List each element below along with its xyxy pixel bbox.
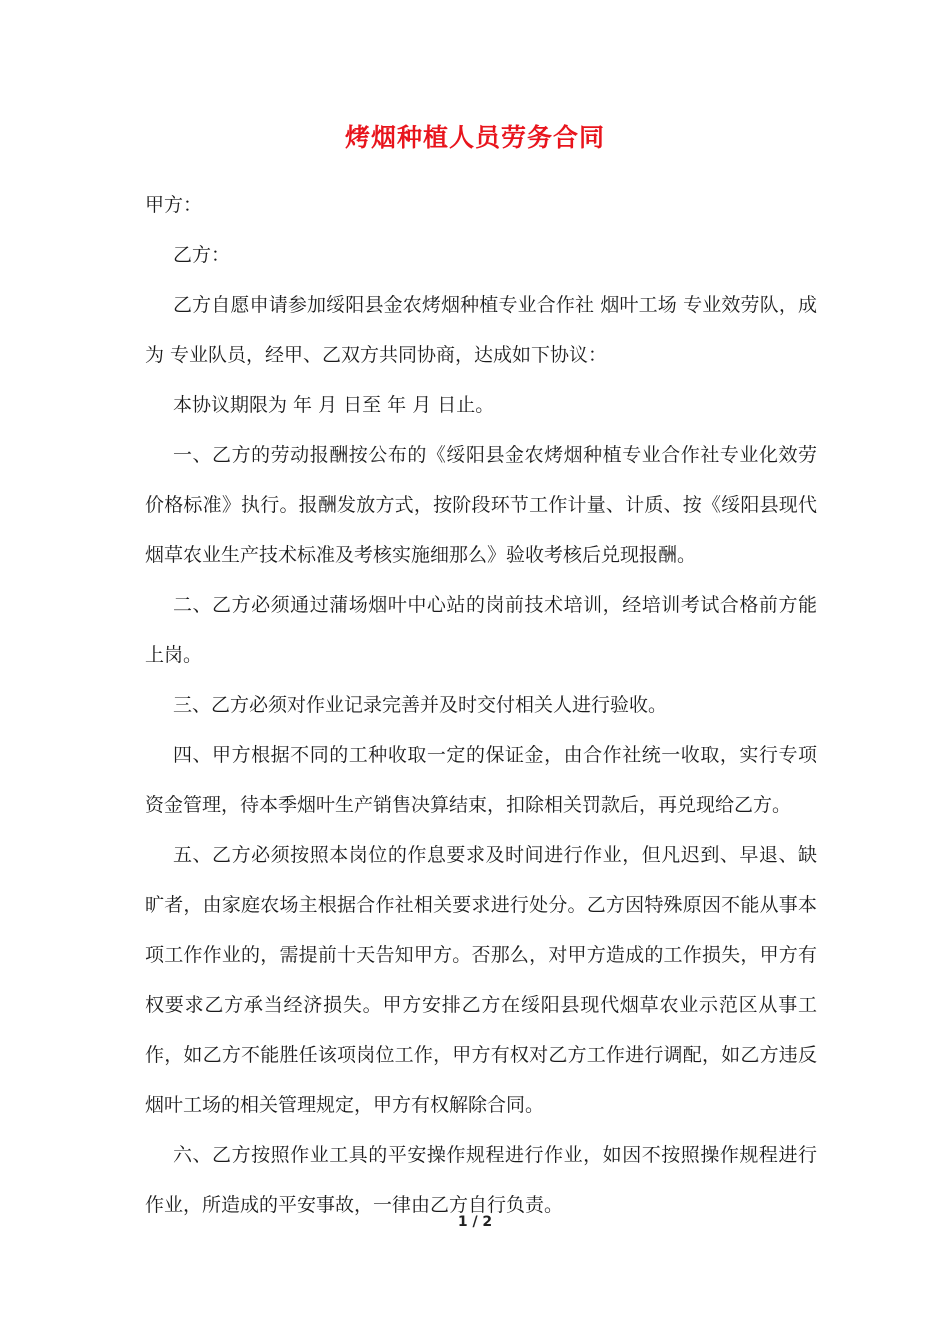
intro-paragraph: 乙方自愿申请参加绥阳县金农烤烟种植专业合作社 烟叶工场 专业效劳队，成为 专业队员，经甲、乙双方共同协商，达成如下协议： (145, 294, 817, 366)
term-paragraph: 本协议期限为 年 月 日至 年 月 日止。 (173, 394, 495, 416)
document-body (145, 180, 817, 1230)
clause-6: 六、乙方按照作业工具的平安操作规程进行作业，如因不按照操作规程进行作业，所造成的平安事故，一律由乙方自行负责。 (145, 1144, 817, 1216)
page-number: 1 / 2 (457, 1214, 493, 1230)
party-b-line: 乙方： (173, 244, 231, 266)
party-a-line: 甲方： (145, 194, 203, 216)
clause-3: 三、乙方必须对作业记录完善并及时交付相关人进行验收。 (173, 694, 668, 716)
document-title: 烤烟种植人员劳务合同 (344, 123, 605, 152)
clause-4: 四、甲方根据不同的工种收取一定的保证金，由合作社统一收取，实行专项资金管理，待本季烟叶生产销售决算结束，扣除相关罚款后，再兑现给乙方。 (145, 744, 817, 816)
clause-5: 五、乙方必须按照本岗位的作息要求及时间进行作业，但凡迟到、早退、缺旷者，由家庭农场主根据合作社相关要求进行处分。乙方因特殊原因不能从事本项工作作业的，需提前十天告知甲方。否那么，对甲方造成的工作损失，甲方有权要求乙方承当经济损失。甲方安排乙方在绥阳县现代烟草农业示范区从事工作，如乙方不能胜任该项岗位工作，甲方有权对乙方工作进行调配，如乙方违反烟叶工场的相关管理规定，甲方有权解除合同。 (145, 844, 817, 1116)
clause-1: 一、乙方的劳动报酬按公布的《绥阳县金农烤烟种植专业合作社专业化效劳价格标准》执行。报酬发放方式，按阶段环节工作计量、计质、按《绥阳县现代烟草农业生产技术标准及考核实施细那么》验收考核后兑现报酬。 (145, 444, 817, 566)
clause-2: 二、乙方必须通过蒲场烟叶中心站的岗前技术培训，经培训考试合格前方能上岗。 (145, 594, 817, 666)
